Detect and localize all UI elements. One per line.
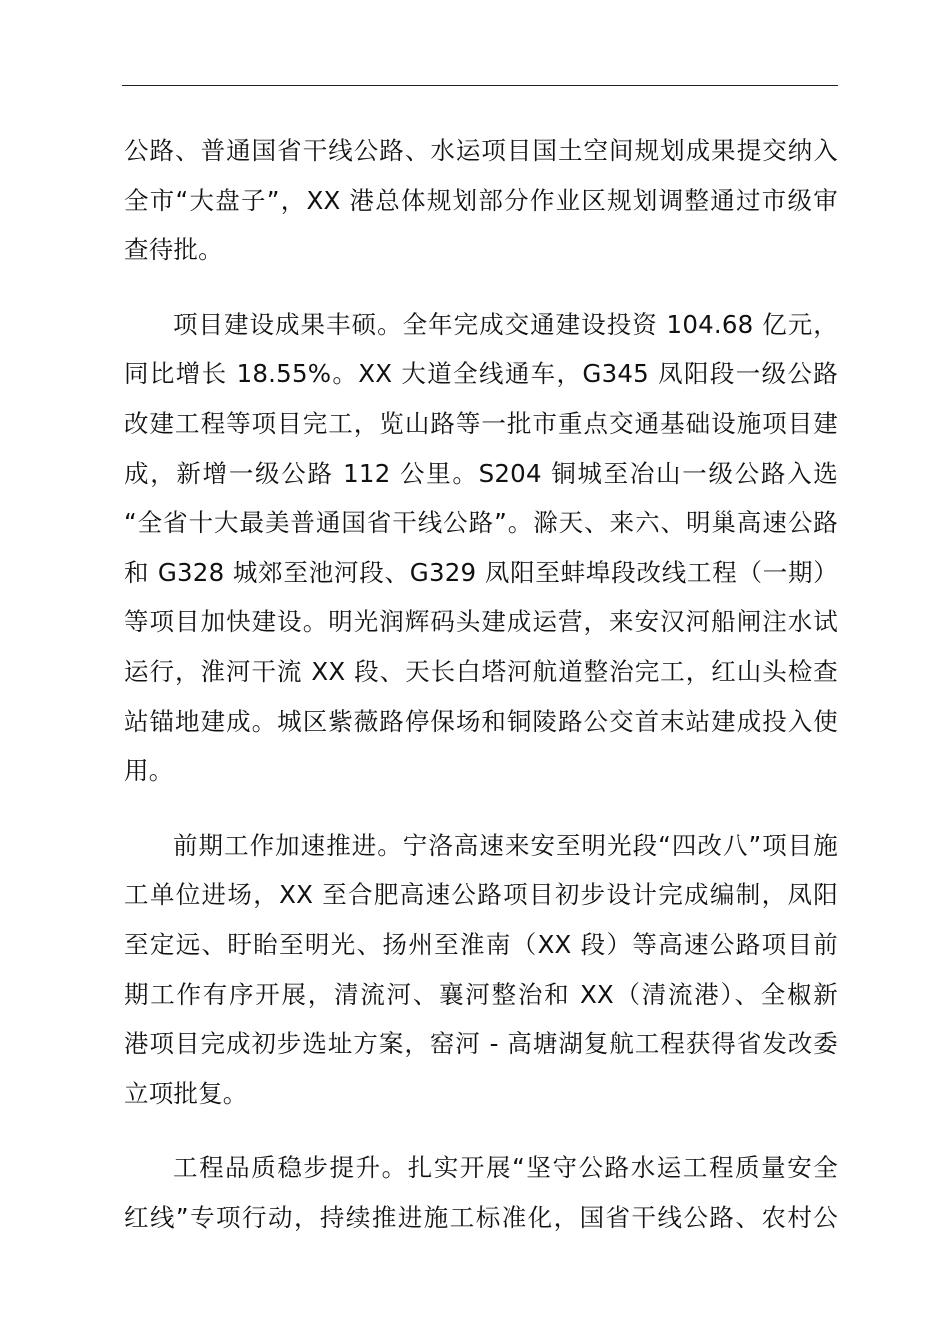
paragraph-quality <box>124 1143 838 1242</box>
paragraph-gap <box>124 275 838 300</box>
text-line: 公路、普通国省干线公路、水运项目国土空间规划成果提交纳入 <box>124 136 838 165</box>
paragraph-planning <box>124 126 838 275</box>
text-line: 工程品质稳步提升。扎实开展“坚守公路水运工程质量安全 <box>173 1153 838 1183</box>
text-line: 用。 <box>124 756 174 786</box>
text-line: 前期工作加速推进。宁洛高速来安至明光段“四改八”项目施 <box>173 830 838 860</box>
text-line: 运行，淮河干流 XX 段、天长白塔河航道整治完工，红山头检查 <box>124 656 838 686</box>
text-line: 工单位进场，XX 至合肥高速公路项目初步设计完成编制，凤阳 <box>124 880 838 910</box>
text-line: 项目建设成果丰硕。全年完成交通建设投资 104.68 亿元， <box>173 309 838 339</box>
document-body <box>124 126 838 1242</box>
text-line: 查待批。 <box>124 235 223 265</box>
header-rule <box>122 85 838 86</box>
text-line: 立项批复。 <box>124 1078 248 1108</box>
text-line: 期工作有序开展，清流河、襄河整治和 XX（清流港）、全椒新 <box>124 979 838 1009</box>
paragraph-gap <box>124 796 838 821</box>
text-line: 站锚地建成。城区紫薇路停保场和铜陵路公交首末站建成投入使 <box>124 706 838 736</box>
text-line: 全市“大盘子”，XX 港总体规划部分作业区规划调整通过市级审 <box>124 185 838 215</box>
paragraph-gap <box>124 1118 838 1143</box>
paragraph-construction <box>124 300 838 796</box>
text-line: 等项目加快建设。明光润辉码头建成运营，来安汉河船闸注水试 <box>124 607 838 637</box>
text-line: 和 G328 城郊至池河段、G329 凤阳至蚌埠段改线工程（一期） <box>124 557 838 587</box>
text-line: 港项目完成初步选址方案，窑河 - 高塘湖复航工程获得省发改委 <box>124 1029 838 1059</box>
text-line: 红线”专项行动，持续推进施工标准化，国省干线公路、农村公 <box>124 1202 838 1232</box>
text-line: “全省十大最美普通国省干线公路”。滁天、来六、明巢高速公路 <box>124 508 838 538</box>
text-line: 同比增长 18.55%。XX 大道全线通车，G345 凤阳段一级公路 <box>124 359 838 389</box>
text-line: 改建工程等项目完工，览山路等一批市重点交通基础设施项目建 <box>124 408 838 438</box>
text-line: 至定远、盱眙至明光、扬州至淮南（XX 段）等高速公路项目前 <box>124 929 838 959</box>
text-line: 成，新增一级公路 112 公里。S204 铜城至冶山一级公路入选 <box>124 458 838 488</box>
paragraph-preliminary-work <box>124 821 838 1119</box>
